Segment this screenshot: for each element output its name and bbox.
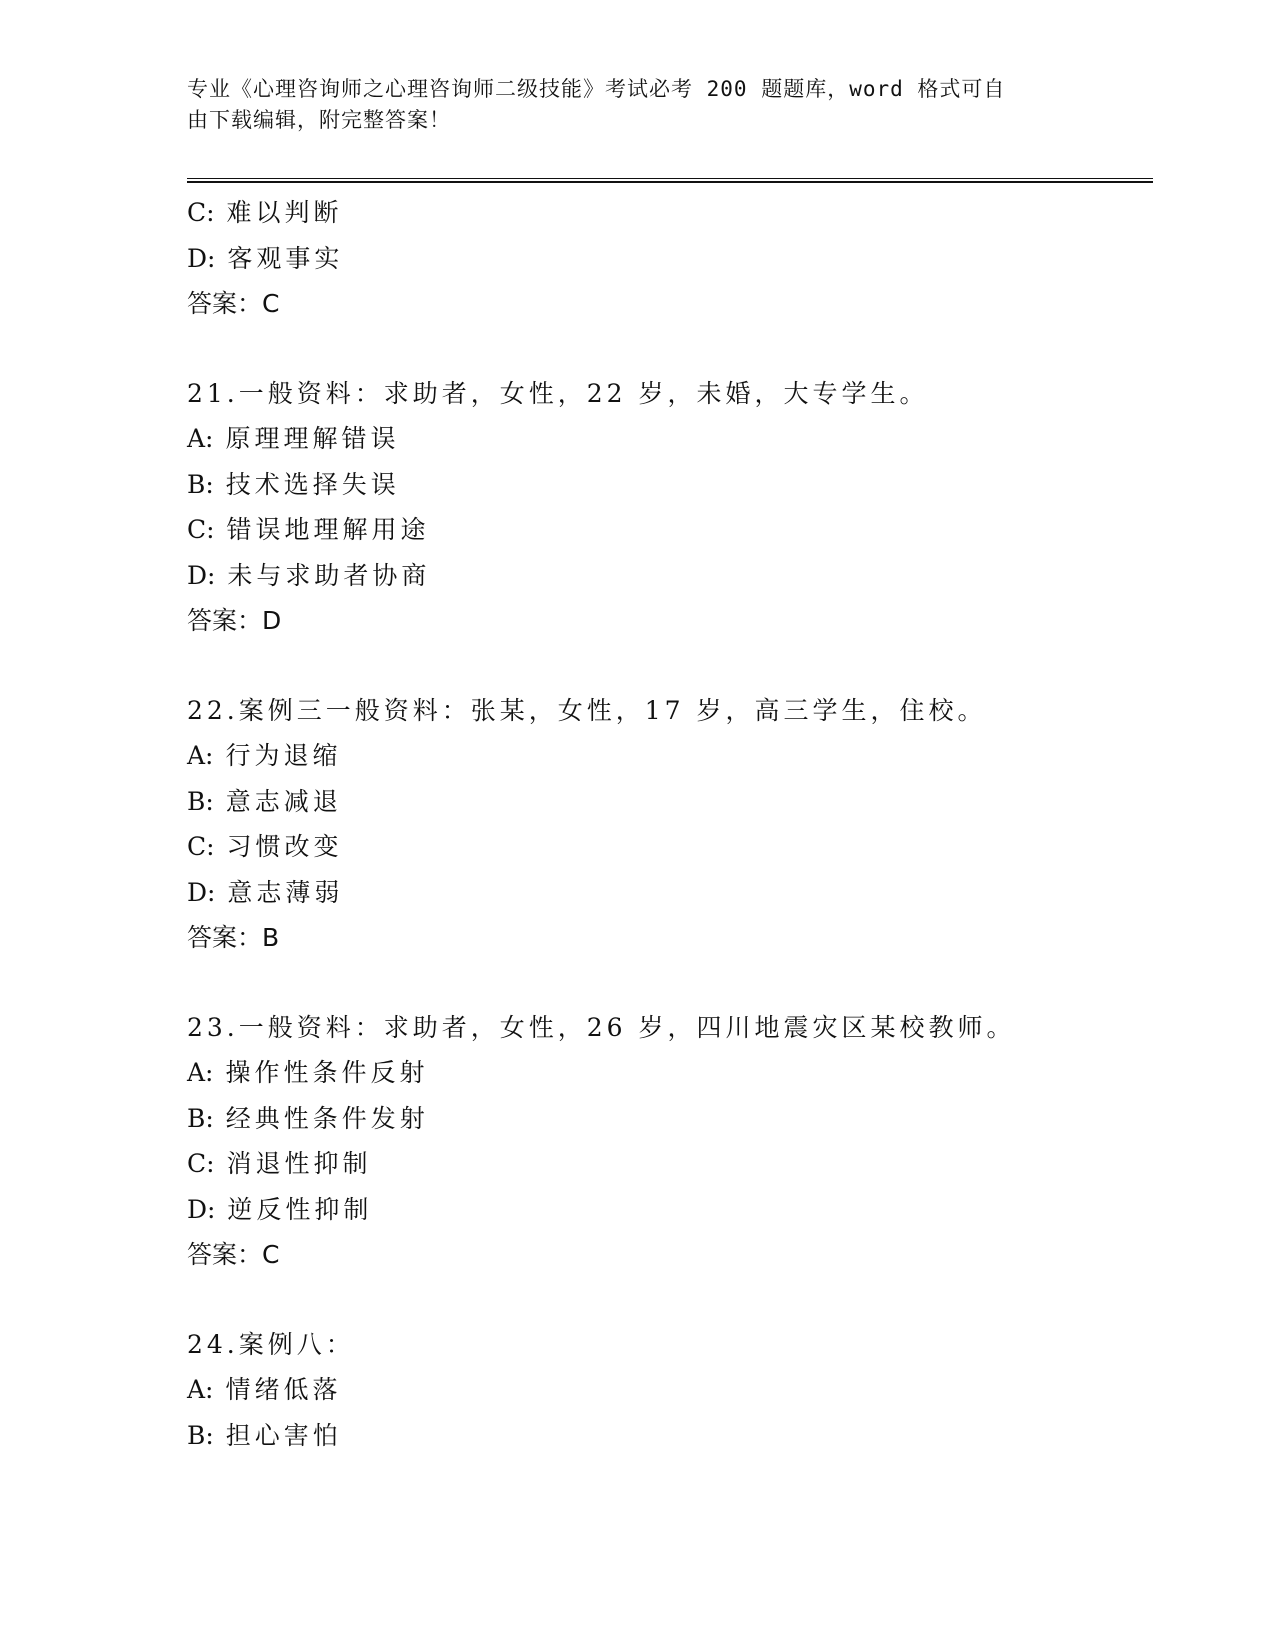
answer-line: 答案：C <box>187 1240 280 1269</box>
option-c: C: 错误地理解用途 <box>187 515 430 544</box>
answer-line: 答案：B <box>187 923 280 952</box>
header-divider <box>187 178 1153 183</box>
header-line-2: 由下载编辑，附完整答案！ <box>187 108 451 132</box>
spacer <box>187 327 1147 371</box>
option-d: D: 意志薄弱 <box>187 877 344 907</box>
question-22 <box>187 688 1147 961</box>
option-d: D: 逆反性抑制 <box>187 1194 373 1224</box>
option-a: A: 行为退缩 <box>187 741 342 770</box>
answer-line: 答案：C <box>187 289 280 318</box>
option-b: B: 经典性条件发射 <box>187 1103 429 1133</box>
question-23 <box>187 1005 1147 1278</box>
option-d: D: 客观事实 <box>187 243 344 273</box>
spacer <box>187 961 1147 1005</box>
question-stem: 21.一般资料：求助者，女性，22 岁，未婚，大专学生。 <box>187 378 929 408</box>
question-list <box>187 190 1147 1458</box>
question-stem: 23.一般资料：求助者，女性，26 岁，四川地震灾区某校教师。 <box>187 1012 1016 1042</box>
question-24 <box>187 1322 1147 1459</box>
option-a: A: 原理理解错误 <box>187 424 400 453</box>
option-c: C: 消退性抑制 <box>187 1149 372 1178</box>
option-c: C: 难以判断 <box>187 198 343 227</box>
option-a: A: 操作性条件反射 <box>187 1058 429 1087</box>
answer-line: 答案：D <box>187 606 282 635</box>
question-stem: 24.案例八： <box>187 1329 355 1359</box>
option-b: B: 担心害怕 <box>187 1420 342 1450</box>
question-20-partial <box>187 190 1147 327</box>
question-stem: 22.案例三一般资料：张某，女性，17 岁，高三学生，住校。 <box>187 695 987 725</box>
document-header <box>187 74 1067 136</box>
question-21 <box>187 371 1147 644</box>
option-a: A: 情绪低落 <box>187 1375 342 1404</box>
option-c: C: 习惯改变 <box>187 832 343 861</box>
option-d: D: 未与求助者协商 <box>187 560 431 590</box>
header-line-1: 专业《心理咨询师之心理咨询师二级技能》考试必考 200 题题库，word 格式可自 <box>187 77 1006 101</box>
option-b: B: 意志减退 <box>187 786 342 816</box>
spacer <box>187 1278 1147 1322</box>
spacer <box>187 644 1147 688</box>
option-b: B: 技术选择失误 <box>187 469 400 499</box>
